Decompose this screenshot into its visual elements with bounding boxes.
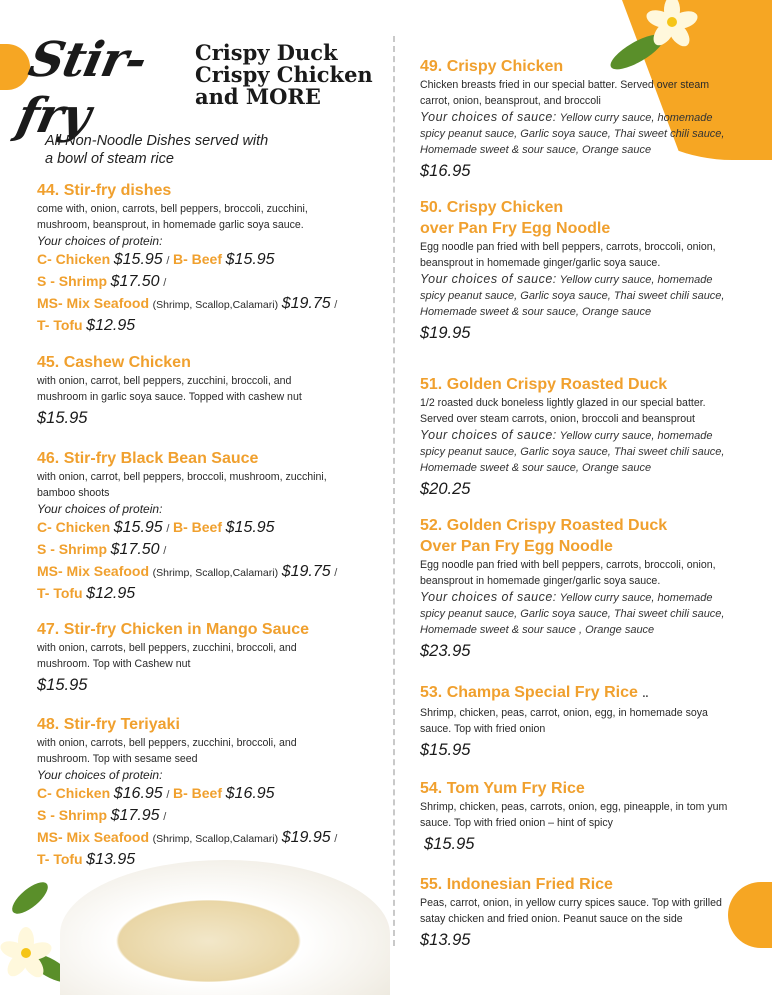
sauce-choices: Your choices of sauce: Yellow curry sauce, homemade spicy peanut sauce, Garlic soya sauce, Thai sweet chili sauce, Homemade sweet & sour sauce, Orange sauce [420,428,725,474]
item-price: $20.25 [420,480,471,498]
item-description: Egg noodle pan fried with bell peppers, carrots, broccoli, onion, beansprout in homemade ginger/garlic soya sauce. [420,241,716,269]
item-price: $19.95 [420,324,471,342]
protein-row-mix-seafood: MS- Mix Seafood (Shrimp, Scallop,Calamari) $19.75 / [37,563,338,580]
item-title: 54. Tom Yum Fry Rice [420,780,585,797]
item-description: Chicken breasts fried in our special batter. Served over steam carrot, onion, beansprout, and broccoli [420,79,710,107]
menu-item-50 [420,197,772,344]
item-description: with onion, carrots, bell peppers, zucchini, broccoli, and mushroom. Top with sesame seed [37,737,297,765]
section-script-title: Stir-fry [12,32,152,144]
item-description: Egg noodle pan fried with bell peppers, carrots, broccoli, onion, beansprout in homemade ginger/garlic soya sauce. [420,559,716,587]
protein-row-chicken-beef: C- Chicken $16.95 / B- Beef $16.95 [37,785,275,802]
column-divider [393,36,395,946]
item-price: $15.95 [37,409,88,427]
protein-row-shrimp: S - Shrimp $17.50 / [37,273,167,290]
food-photo [60,860,390,995]
menu-item-53 [420,682,772,761]
item-title: 52. Golden Crispy Roasted Duck Over Pan Fry Egg Noodle [420,517,668,555]
item-price: $15.95 [420,741,471,759]
sauce-choices: Your choices of sauce: Yellow curry sauce, homemade spicy peanut sauce, Garlic soya sauce, Thai sweet chili sauce, Homemade sweet & sour sauce, Orange sauce [420,272,725,318]
item-title: 44. Stir-fry dishes [37,182,172,199]
item-description: Shrimp, chicken, peas, carrot, onion, egg, in homemade soya sauce. Top with fried onion [420,707,708,735]
menu-item-55 [420,874,772,951]
protein-row-shrimp: S - Shrimp $17.95 / [37,807,167,824]
protein-row-chicken-beef: C- Chicken $15.95 / B- Beef $15.95 [37,519,275,536]
section-title: Crispy Duck Crispy Chicken and MORE [195,40,373,109]
item-price: $15.95 [37,676,88,694]
item-title: 53. Champa Special Fry Rice .. [420,684,649,701]
menu-item-46 [37,448,377,604]
sauce-choices: Your choices of sauce: Yellow curry sauce, homemade spicy peanut sauce, Garlic soya sauce, Thai sweet chili sauce, Homemade sweet & sour sauce, Orange sauce [420,110,725,156]
protein-choices-label: Your choices of protein: [37,768,163,782]
menu-item-51 [420,374,772,500]
rice-note: All Non-Noodle Dishes served with a bowl of steam rice [45,133,269,167]
item-price: $16.95 [420,162,471,180]
item-title: 45. Cashew Chicken [37,354,191,371]
item-title: 48. Stir-fry Teriyaki [37,716,180,733]
item-description: come with, onion, carrots, bell peppers, broccoli, zucchini, mushroom, beansprout, in homemade garlic soya sauce. [37,203,308,231]
menu-item-45 [37,352,377,429]
item-title: 46. Stir-fry Black Bean Sauce [37,450,259,467]
item-description: with onion, carrot, bell peppers, broccoli, mushroom, zucchini, bamboo shoots [37,471,327,499]
item-price: $15.95 [424,835,475,853]
item-description: 1/2 roasted duck boneless lightly glazed in our special batter. Served over steam carrots, onion, broccoli and beansprout [420,397,706,425]
menu-item-47 [37,619,377,696]
item-title: 51. Golden Crispy Roasted Duck [420,376,668,393]
menu-item-44 [37,180,377,336]
menu-item-48 [37,714,377,870]
item-price: $23.95 [420,642,471,660]
protein-row-mix-seafood: MS- Mix Seafood (Shrimp, Scallop,Calamari) $19.75 / [37,295,338,312]
item-title: 49. Crispy Chicken [420,58,564,75]
item-title: 55. Indonesian Fried Rice [420,876,613,893]
menu-item-52 [420,515,772,662]
item-price: $13.95 [420,931,471,949]
protein-row-mix-seafood: MS- Mix Seafood (Shrimp, Scallop,Calamari) $19.95 / [37,829,338,846]
menu-item-49 [420,56,772,182]
protein-choices-label: Your choices of protein: [37,234,163,248]
item-description: with onion, carrot, bell peppers, zucchini, broccoli, and mushroom in garlic soya sauce. Topped with cashew nut [37,375,302,403]
item-description: with onion, carrots, bell peppers, zucchini, broccoli, and mushroom. Top with Cashew nut [37,642,297,670]
protein-row-shrimp: S - Shrimp $17.50 / [37,541,167,558]
item-description: Shrimp, chicken, peas, carrots, onion, egg, pineapple, in tom yum sauce. Top with fried onion – hint of spicy [420,801,728,829]
item-title: 47. Stir-fry Chicken in Mango Sauce [37,621,310,638]
protein-row-tofu: T- Tofu $12.95 [37,585,136,602]
protein-row-tofu: T- Tofu $13.95 [37,851,136,868]
sauce-choices: Your choices of sauce: Yellow curry sauce, homemade spicy peanut sauce, Garlic soya sauce, Thai sweet chili sauce, Homemade sweet & sour sauce , Orange sauce [420,590,725,636]
menu-item-54 [420,778,772,855]
protein-choices-label: Your choices of protein: [37,502,163,516]
item-title: 50. Crispy Chicken over Pan Fry Egg Noodle [420,199,611,237]
protein-row-tofu: T- Tofu $12.95 [37,317,136,334]
protein-row-chicken-beef: C- Chicken $15.95 / B- Beef $15.95 [37,251,275,268]
item-description: Peas, carrot, onion, in yellow curry spices sauce. Top with grilled satay chicken and fried onion. Peanut sauce on the side [420,897,722,925]
